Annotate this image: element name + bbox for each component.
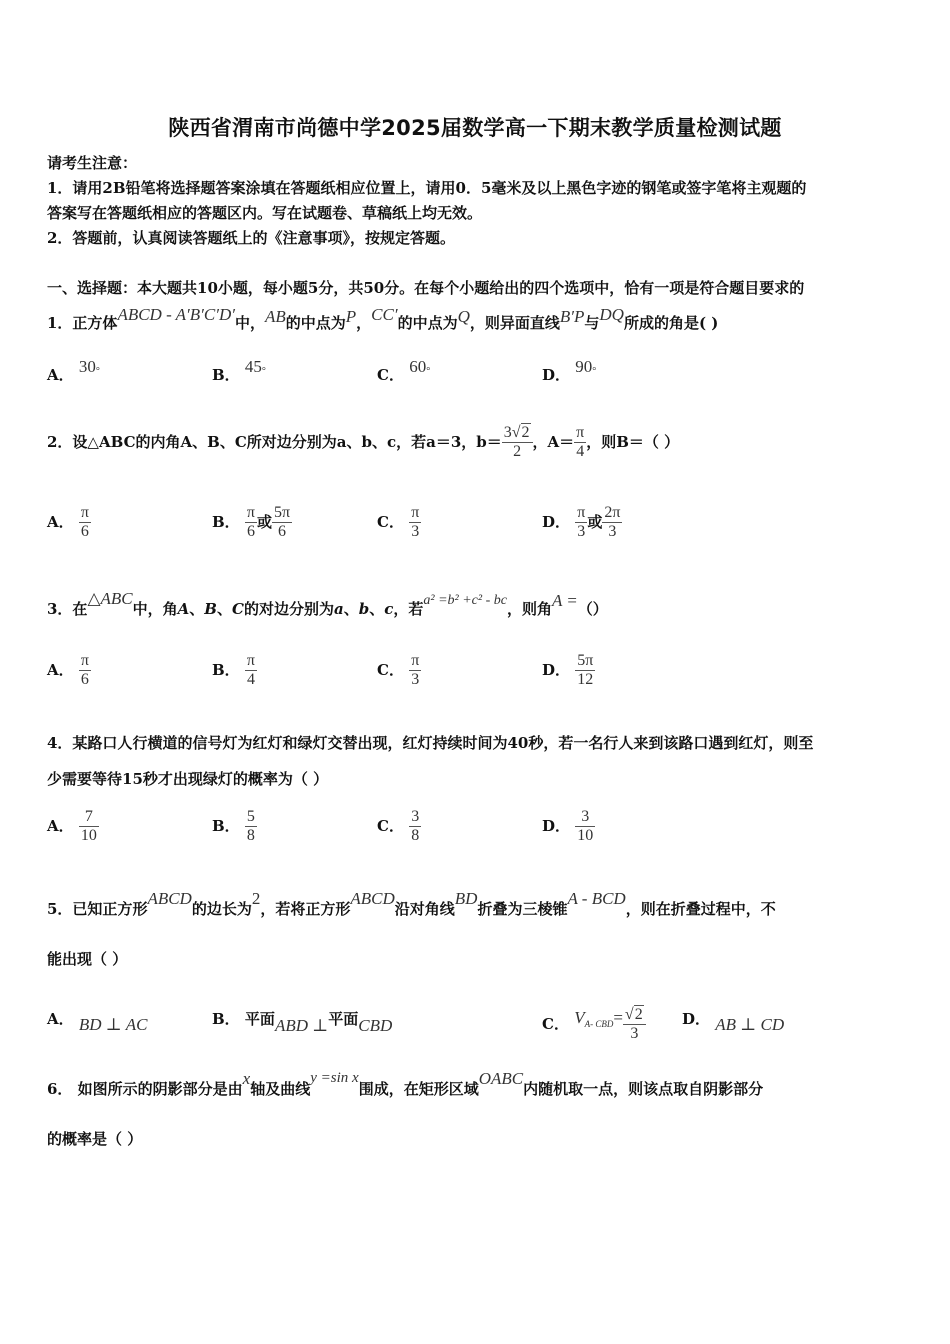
q2-option-c[interactable]: C． $\frac{\pi}{3}$	[377, 504, 420, 541]
notice-heading: 请考生注意：	[47, 154, 138, 172]
q1-option-b[interactable]: B． 45°	[212, 357, 266, 384]
q5-option-c[interactable]: C． $V_{A- CBD}=$ $\frac{√2}{3}$	[542, 1006, 646, 1044]
notice-line-2: 2．答题前，认真阅读答题纸上的《注意事项》，按规定答题。	[47, 229, 455, 247]
q5-option-b[interactable]: B． 平面ABD ⊥平面CBD	[212, 1010, 393, 1035]
q3-option-a[interactable]: A． $\frac{\pi}{6}$	[47, 652, 89, 689]
q4-option-a[interactable]: A． $\frac{7}{10}$	[47, 808, 97, 845]
notice-line-1: 1．请用2B铅笔将选择题答案涂填在答题纸相应位置上，请用0．5毫米及以上黑色字迹的钢笔或签字笔将主观题的	[47, 179, 807, 197]
section-heading: 一、选择题：本大题共10小题，每小题5分，共50分。在每个小题给出的四个选项中，恰有一项是符合题目要求的	[47, 279, 805, 297]
question-5-line-1: 5．已知正方形ABCD的边长为2，若将正方形ABCD沿对角线BD折叠为三棱锥A - BCD，则在折叠过程中，不	[47, 889, 776, 918]
page-title: 陕西省渭南市尚德中学2025届数学高一下期末教学质量检测试题	[168, 116, 782, 140]
q2-option-b[interactable]: B． $\frac{\pi}{6}$ 或 $\frac{5\pi}{6}$	[212, 504, 291, 541]
q5-option-a[interactable]: A． BD ⊥ AC	[47, 1010, 148, 1034]
question-4-line-2: 少需要等待15秒才出现绿灯的概率为（ ）	[47, 770, 329, 788]
q3-option-d[interactable]: D． $\frac{5\pi}{12}$	[542, 652, 594, 689]
q1-option-a[interactable]: A． 30°	[47, 357, 100, 384]
question-5-line-2: 能出现（ ）	[47, 950, 128, 968]
notice-line-1b: 答案写在答题纸相应的答题区内。写在试题卷、草稿纸上均无效。	[47, 204, 483, 222]
b-value-fraction: $\frac{3√2}{2}$	[502, 424, 533, 462]
q1-option-d[interactable]: D． 90°	[542, 357, 597, 384]
question-3: 3．在△ABC中，角A、B、C的对边分别为a、b、c，若a² =b² +c² - bc，则角A =（）	[47, 589, 608, 618]
question-6-line-1: 6． 如图所示的阴影部分是由x轴及曲线y =sin x围成，在矩形区域OABC内随机取一点，则该点取自阴影部分	[47, 1069, 764, 1098]
question-6-line-2: 的概率是（ ）	[47, 1130, 143, 1148]
q3-option-c[interactable]: C． $\frac{\pi}{3}$	[377, 652, 420, 689]
q2-option-a[interactable]: A． $\frac{\pi}{6}$	[47, 504, 89, 541]
q3-option-b[interactable]: B． $\frac{\pi}{4}$	[212, 652, 255, 689]
q2-option-d[interactable]: D． $\frac{\pi}{3}$ 或 $\frac{2\pi}{3}$	[542, 504, 621, 541]
a-value-fraction: $\frac{\pi}{4}$	[576, 424, 585, 461]
q4-option-b[interactable]: B． $\frac{5}{8}$	[212, 808, 255, 845]
question-2: 2．设△ABC的内角A、B、C所对边分别为a、b、c，若a＝3，b＝ $\frac{3√2}{2}$ ，A＝ $\frac{\pi}{4}$ ，则B＝（ ）	[47, 424, 680, 461]
question-1: 1．正方体ABCD - A′B′C′D′中，AB的中点为P，CC′的中点为Q，则异面直线B′P与DQ所成的角是( )	[47, 305, 719, 332]
q4-option-d[interactable]: D． $\frac{3}{10}$	[542, 808, 594, 845]
q4-option-c[interactable]: C． $\frac{3}{8}$	[377, 808, 420, 845]
q1-option-c[interactable]: C． 60°	[377, 357, 431, 384]
question-4-line-1: 4．某路口人行横道的信号灯为红灯和绿灯交替出现，红灯持续时间为40秒，若一名行人来到该路口遇到红灯，则至	[47, 734, 814, 752]
q5-option-d[interactable]: D． AB ⊥ CD	[682, 1010, 785, 1034]
